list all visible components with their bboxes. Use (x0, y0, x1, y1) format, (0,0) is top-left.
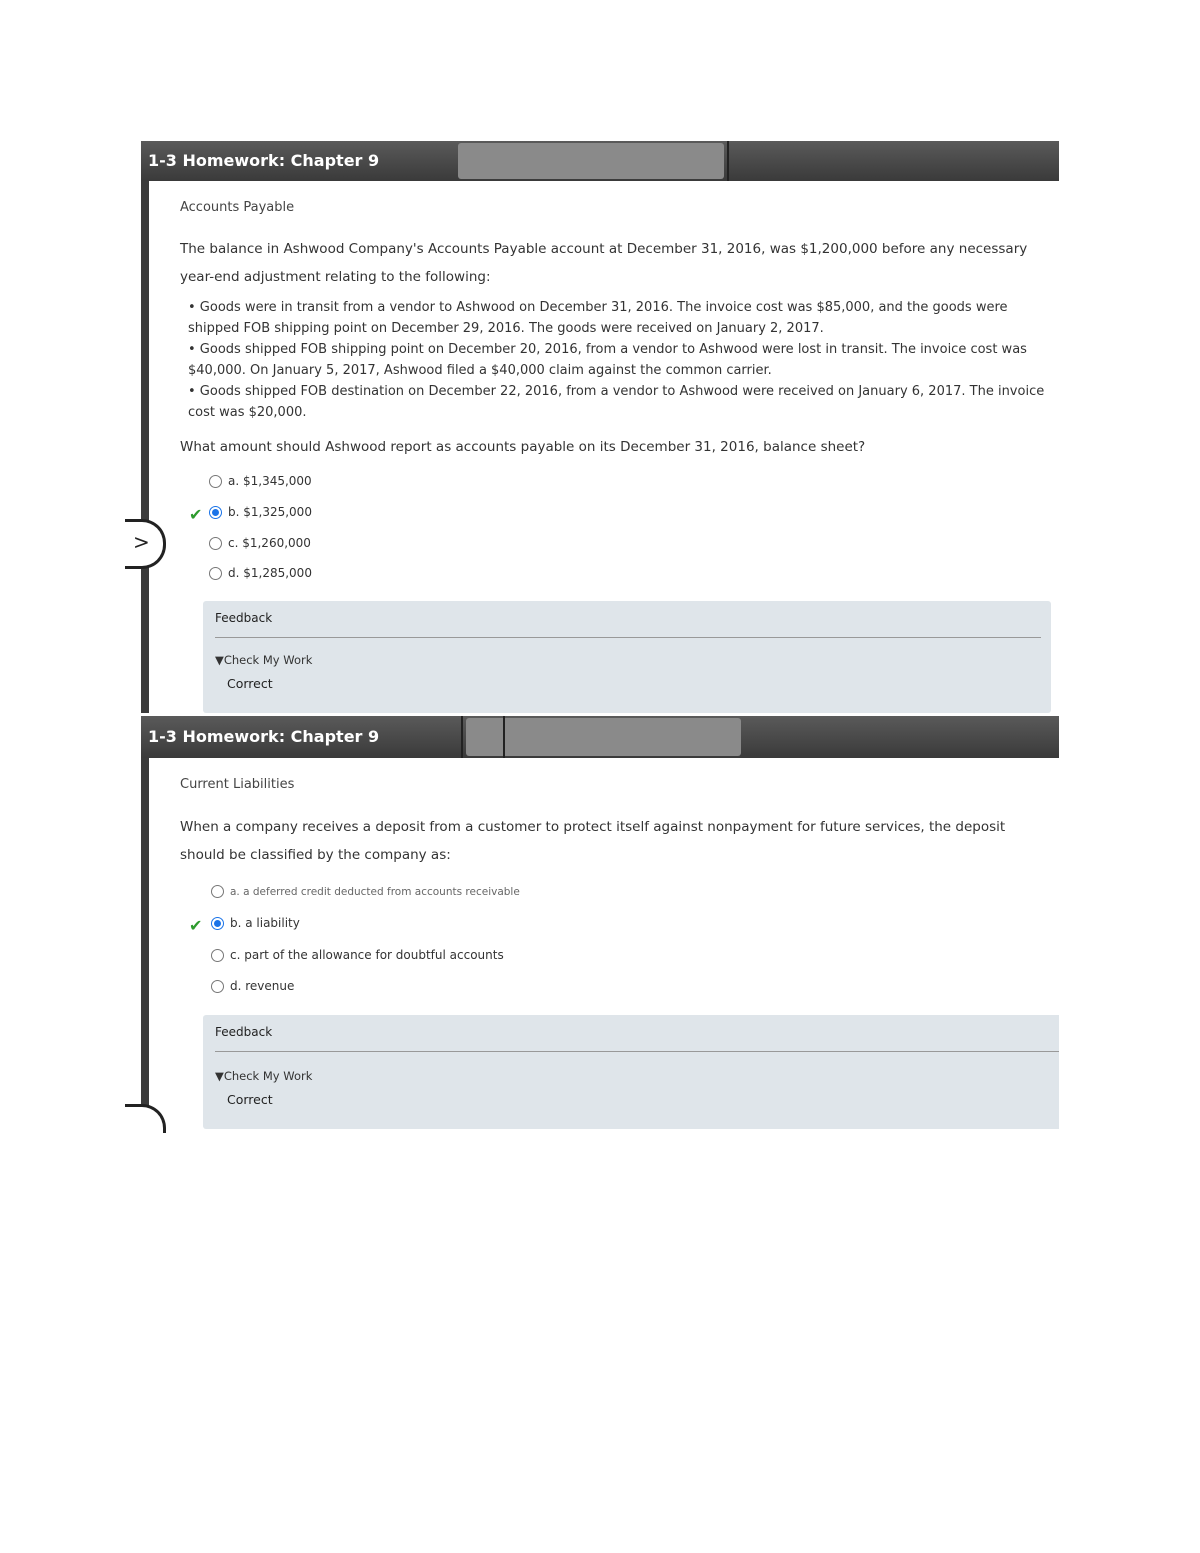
option-label: d. revenue (230, 979, 295, 993)
radio-button[interactable] (211, 949, 224, 962)
header-tab-redacted[interactable] (466, 718, 741, 756)
correct-check-icon: ✔ (189, 916, 203, 935)
list-item: • Goods shipped FOB destination on December 22, 2016, from a vendor to Ashwood were received on January 6, 2017. The invoice cost was $20,000. (188, 384, 1045, 420)
check-my-work-toggle[interactable]: ▼Check My Work (215, 653, 313, 667)
option-label: c. part of the allowance for doubtful accounts (230, 948, 504, 962)
option-label: b. a liability (230, 916, 300, 930)
answer-option-a[interactable] (211, 884, 520, 904)
answer-option-b[interactable] (209, 505, 312, 525)
answer-option-a[interactable] (209, 474, 312, 494)
assignment-title: 1-3 Homework: Chapter 9 (148, 151, 380, 170)
question-topic: Accounts Payable (180, 200, 295, 215)
header-divider (503, 716, 505, 758)
list-item: • Goods were in transit from a vendor to Ashwood on December 31, 2016. The invoice cost was $85,000, and the goods were shipped FOB shipping point on December 29, 2016. The goods were received on January 2, 2017. (188, 300, 1008, 336)
question-panel-1 (133, 141, 1059, 713)
correct-check-icon: ✔ (189, 505, 203, 524)
header-tab-redacted[interactable] (458, 143, 724, 179)
option-label: c. $1,260,000 (228, 536, 311, 550)
next-question-button[interactable] (125, 1104, 166, 1133)
divider (215, 1051, 1059, 1052)
header-divider (727, 141, 729, 181)
left-rail (141, 758, 149, 1130)
radio-button-selected[interactable] (209, 506, 222, 519)
assignment-title: 1-3 Homework: Chapter 9 (148, 727, 380, 746)
question-panel-2 (141, 716, 1059, 1130)
feedback-title: Feedback (215, 611, 273, 625)
feedback-box (203, 1015, 1059, 1129)
answer-option-b[interactable] (211, 916, 300, 936)
radio-button[interactable] (211, 980, 224, 993)
assignment-header (141, 716, 1059, 758)
question-topic: Current Liabilities (180, 777, 295, 792)
answer-option-d[interactable] (211, 979, 294, 999)
list-item: • Goods shipped FOB shipping point on December 20, 2016, from a vendor to Ashwood were lost in transit. The invoice cost was $40,000. On January 5, 2017, Ashwood filed a $40,000 claim against the common carrier. (188, 342, 1027, 378)
next-question-button[interactable] (125, 519, 166, 569)
answer-option-c[interactable] (211, 948, 504, 968)
left-rail (141, 181, 149, 713)
fact-list (188, 297, 1048, 423)
option-label: d. $1,285,000 (228, 566, 312, 580)
feedback-title: Feedback (215, 1025, 273, 1039)
assignment-header (141, 141, 1059, 181)
answer-option-d[interactable] (209, 566, 312, 586)
question-prompt: What amount should Ashwood report as accounts payable on its December 31, 2016, balance sheet? (180, 439, 866, 455)
result-text: Correct (227, 676, 273, 691)
question-intro-line: should be classified by the company as: (180, 847, 451, 863)
chevron-right-icon: > (133, 530, 150, 554)
question-intro-line: The balance in Ashwood Company's Accounts Payable account at December 31, 2016, was $1,200,000 before any necessary (180, 241, 1028, 257)
answer-option-c[interactable] (209, 536, 311, 556)
feedback-box (203, 601, 1051, 713)
header-divider (461, 716, 463, 758)
question-intro (180, 235, 1060, 291)
question-intro-line: year-end adjustment relating to the following: (180, 269, 491, 285)
option-label: a. $1,345,000 (228, 474, 312, 488)
radio-button[interactable] (209, 475, 222, 488)
question-intro-line: When a company receives a deposit from a customer to protect itself against nonpayment for future services, the deposit (180, 819, 1006, 835)
radio-button[interactable] (211, 885, 224, 898)
option-label: b. $1,325,000 (228, 505, 312, 519)
radio-button-selected[interactable] (211, 917, 224, 930)
option-label: a. a deferred credit deducted from accounts receivable (230, 886, 520, 898)
question-intro (180, 813, 1060, 869)
radio-button[interactable] (209, 537, 222, 550)
result-text: Correct (227, 1092, 273, 1107)
check-my-work-toggle[interactable]: ▼Check My Work (215, 1069, 313, 1083)
divider (215, 637, 1041, 638)
radio-button[interactable] (209, 567, 222, 580)
